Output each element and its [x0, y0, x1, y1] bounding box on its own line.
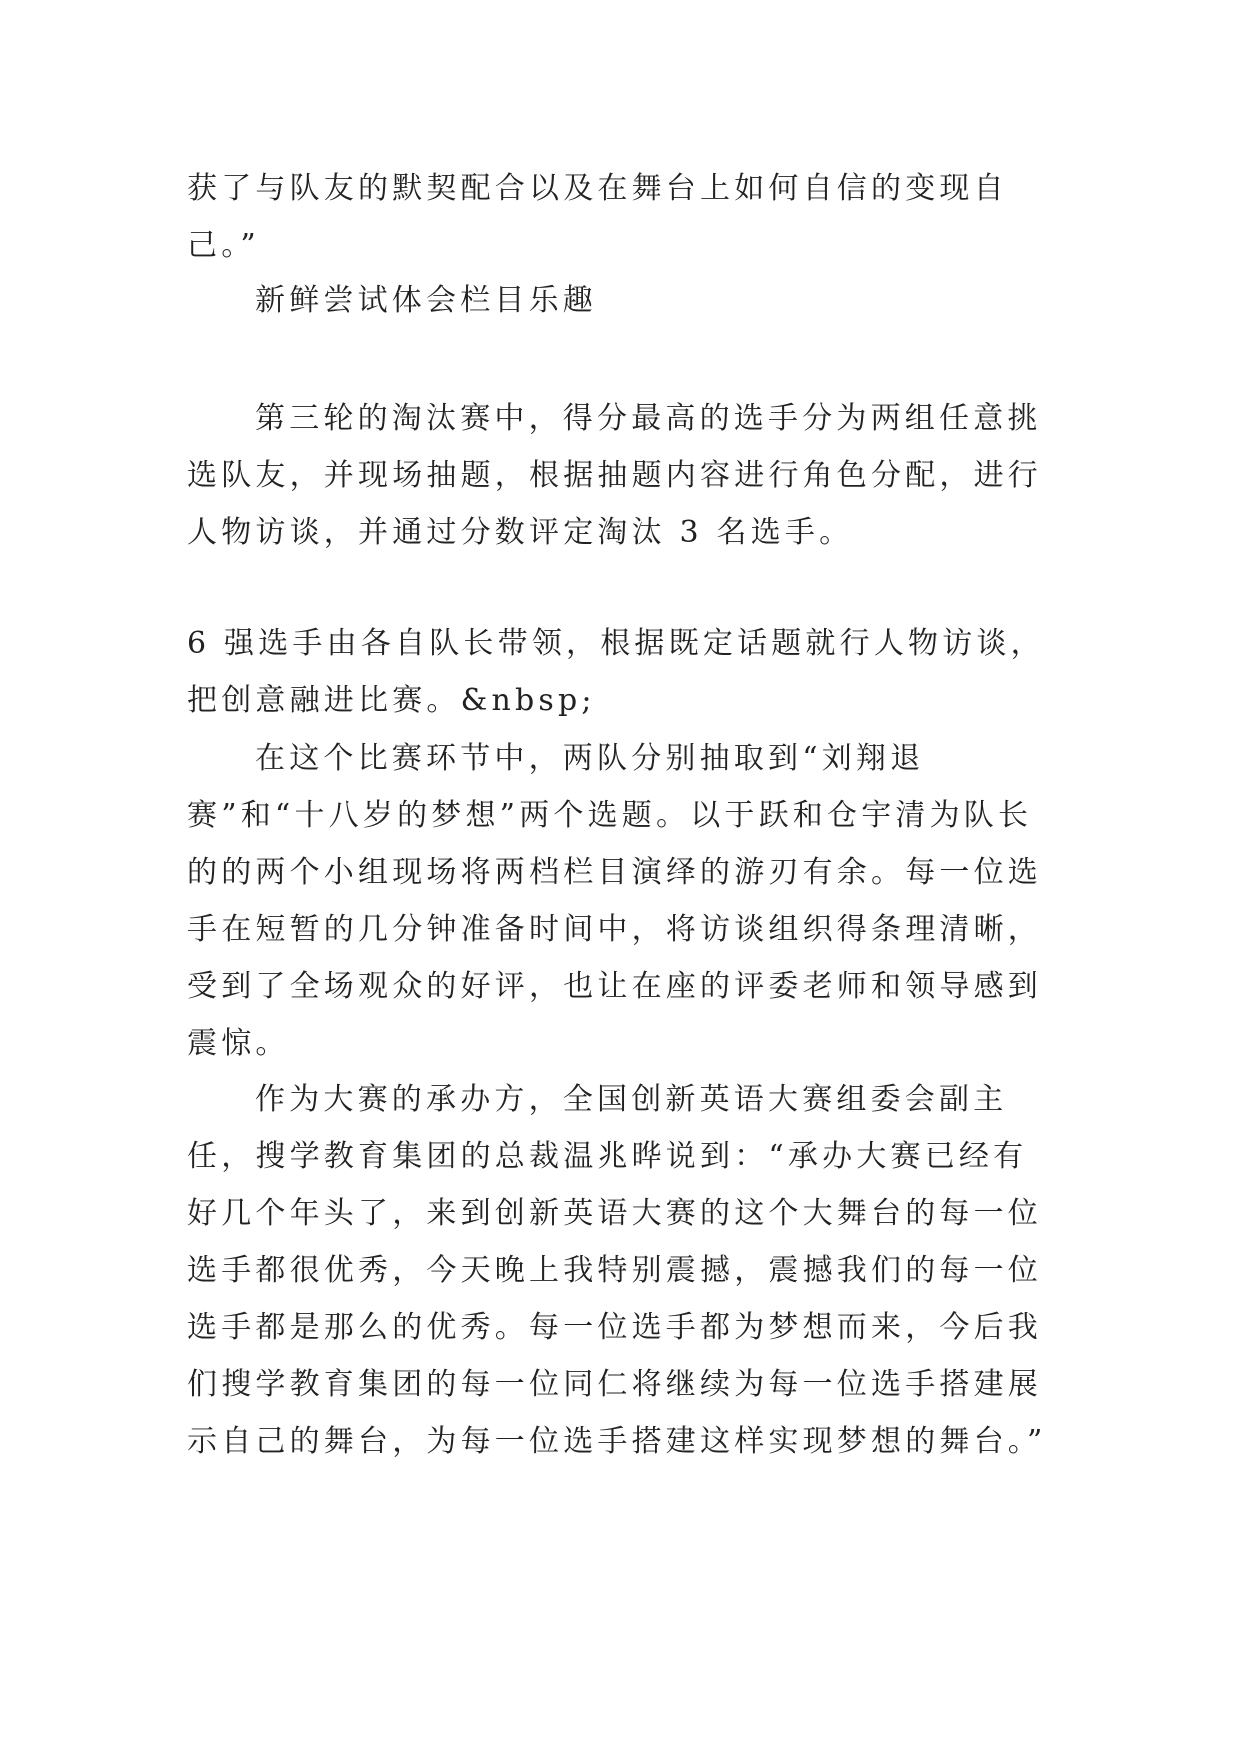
section-heading: 新鲜尝试体会栏目乐趣 [255, 283, 597, 318]
paragraph-organizer-quote: 作为大赛的承办方，全国创新英语大赛组委会副主任，搜学教育集团的总裁温兆晔说到：“承办大赛已经有好几个年头了，来到创新英语大赛的这个大舞台的每一位选手都很优秀，今天晚上我特别震撼，震撼我们的每一位选手都是那么的优秀。每一位选手都为梦想而来，今后我们搜学教育集团的每一位同仁将继续为每一位选手搭建展示自己的舞台，为每一位选手搭建这样实现梦想的舞台。” [187, 1082, 1047, 1459]
paragraph-third-round: 第三轮的淘汰赛中，得分最高的选手分为两组任意挑选队友，并现场抽题，根据抽题内容进行角色分配，进行人物访谈，并通过分数评定淘汰 3 名选手。 [187, 401, 1042, 550]
paragraph-continuation: 获了与队友的默契配合以及在舞台上如何自信的变现自己。” [187, 171, 1008, 263]
paragraph-six-finalists: 6 强选手由各自队长带领，根据既定话题就行人物访谈，把创意融进比赛。&nbsp; [187, 626, 1045, 718]
paragraph-competition-segment: 在这个比赛环节中，两队分别抽取到“刘翔退赛”和“十八岁的梦想”两个选题。以于跃和仓宇清为队长的的两个小组现场将两档栏目演绎的游刃有余。每一位选手在短暂的几分钟准备时间中，将访谈组织得条理清晰，受到了全场观众的好评，也让在座的评委老师和领导感到震惊。 [187, 741, 1042, 1061]
